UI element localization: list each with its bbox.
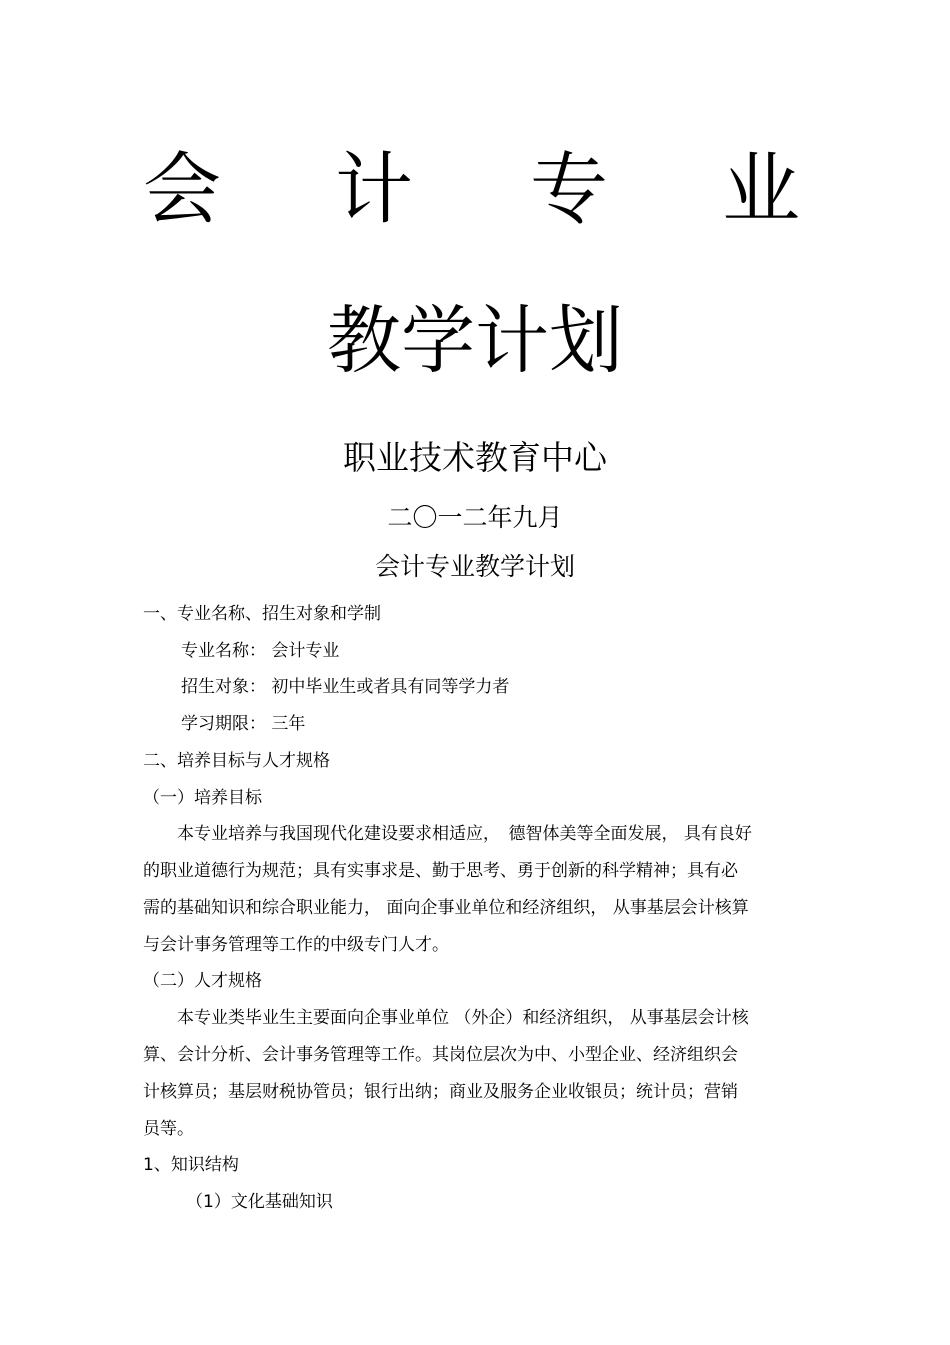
section-2-heading: 二、培养目标与人才规格 [143,751,330,771]
document-date: 二〇一二年九月 [387,503,563,532]
cover-title-char-2: 计 [335,145,414,235]
paragraph-line: 算、会计分析、会计事务管理等工作。其岗位层次为中、小型企业、经济组织会 [143,1045,738,1065]
paragraph-line: 需的基础知识和综合职业能力， 面向企事业单位和经济组织， 从事基层会计核算 [143,898,749,918]
paragraph-line: 的职业道德行为规范；具有实事求是、勤于思考、勇于创新的科学精神；具有必 [143,861,738,881]
sub-2-heading: （二）人才规格 [143,971,262,991]
sub-1-heading: （一）培养目标 [143,788,262,808]
training-objective-paragraph [143,816,805,964]
paragraph-line: 本专业培养与我国现代化建设要求相适应， 德智体美等全面发展， 具有良好 [143,824,752,844]
major-name: 专业名称： 会计专业 [181,641,340,661]
cover-title-char-4: 业 [722,145,801,235]
cover-title-line2: 教学计划 [327,298,623,384]
paragraph-line: 计核算员；基层财税协管员；银行出纳；商业及服务企业收银员；统计员；营销 [143,1082,738,1102]
cover-title-char-3: 专 [530,145,609,235]
organization-name: 职业技术教育中心 [343,438,607,477]
study-duration: 学习期限： 三年 [181,714,306,734]
knowledge-structure-heading: 1、知识结构 [143,1155,239,1175]
knowledge-item-1: （1）文化基础知识 [186,1192,333,1212]
paragraph-line: 与会计事务管理等工作的中级专门人才。 [143,935,449,955]
paragraph-line: 本专业类毕业生主要面向企事业单位 （外企）和经济组织， 从事基层会计核 [143,1008,749,1028]
talent-spec-paragraph [143,1000,805,1148]
enrollment-target: 招生对象： 初中毕业生或者具有同等学力者 [181,677,510,697]
document-title: 会计专业教学计划 [374,552,575,581]
paragraph-line: 员等。 [143,1119,194,1139]
cover-title-char-1: 会 [143,145,222,235]
section-1-heading: 一、专业名称、招生对象和学制 [143,604,381,624]
